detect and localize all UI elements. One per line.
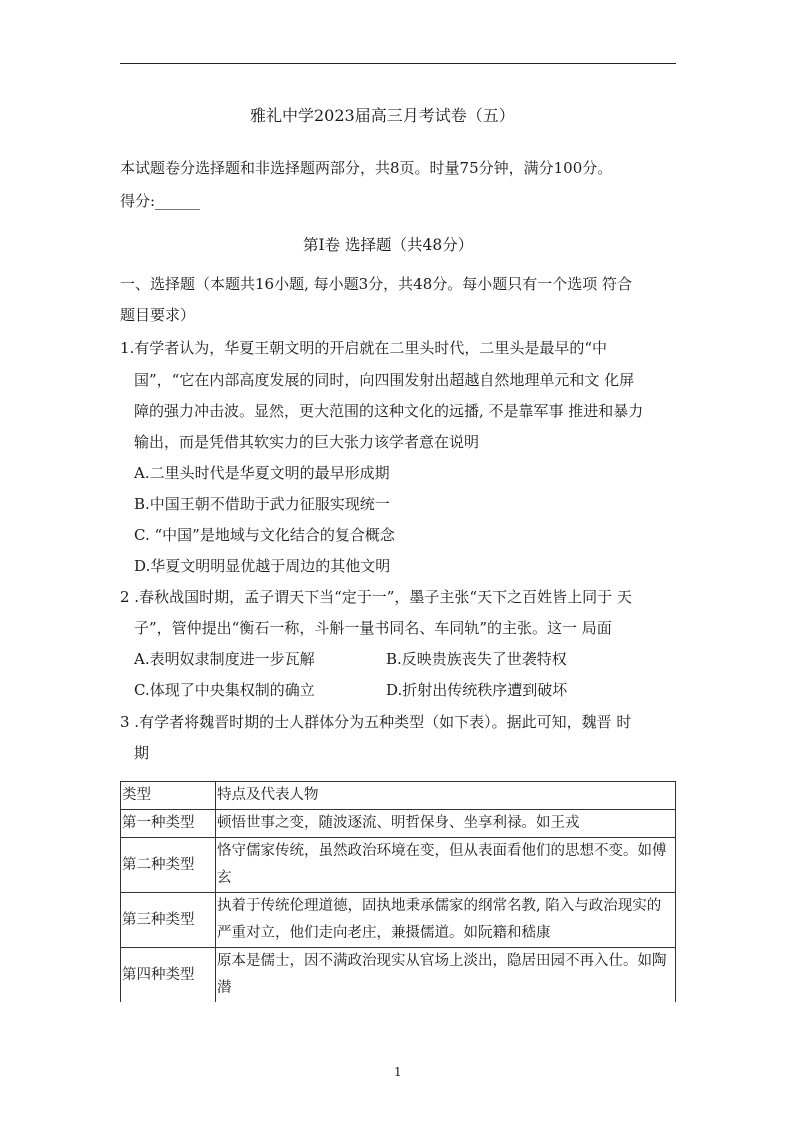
section-instructions-line-2: 题目要求） [120, 306, 196, 324]
question-1-stem-line-3: 障的强力冲击波。显然，更大范围的这种文化的远播, 不是靠军事 推进和暴力 [134, 402, 644, 420]
question-2-option-d: D.折射出传统秩序遭到破坏 [386, 681, 568, 699]
exam-intro: 本试题卷分选择题和非选择题两部分，共8页。时量75分钟，满分100分。 [120, 159, 613, 177]
scholar-types-table [120, 781, 676, 1002]
question-1-stem-line-4: 输出，而是凭借其软实力的巨大张力该学者意在说明 [134, 433, 480, 451]
table-header-type: 类型 [121, 782, 216, 810]
question-2-stem-line-2: 子”，管仲提出“衡石一称，斗斛一量书同名、车同轨”的主张。这一 局面 [134, 619, 612, 637]
page-number: 1 [394, 1065, 402, 1079]
table-cell-type: 第二种类型 [121, 838, 216, 893]
question-3-stem-line-1: 3 .有学者将魏晋时期的士人群体分为五种类型（如下表）。据此可知，魏晋 时 [120, 713, 632, 731]
table-row [121, 838, 676, 893]
question-2-option-a: A.表明奴隶制度进一步瓦解 [134, 650, 315, 668]
score-field: 得分:______ [120, 192, 201, 210]
table-cell-traits: 顿悟世事之变，随波逐流、明哲保身、坐享利禄。如王戎 [216, 810, 676, 838]
question-1-option-c: C. “中国”是地域与文化结合的复合概念 [134, 526, 395, 544]
question-1-stem-line-2: 国”，“它在内部高度发展的同时，向四围发射出超越自然地理单元和文 化屏 [134, 371, 635, 389]
question-1-option-a: A.二里头时代是华夏文明的最早形成期 [134, 464, 390, 482]
question-3-stem-line-2: 期 [134, 744, 150, 762]
table-row [121, 893, 676, 948]
table-cell-traits: 恪守儒家传统，虽然政治环境在变，但从表面看他们的思想不变。如傅玄 [216, 838, 676, 893]
table-header-row [121, 782, 676, 810]
table-row [121, 810, 676, 838]
exam-title: 雅礼中学2023届高三月考试卷（五） [250, 106, 515, 125]
question-2-option-c: C.体现了中央集权制的确立 [134, 681, 315, 699]
table-cell-traits: 原本是儒士，因不满政治现实从官场上淡出，隐居田园不再入仕。如陶潜 [216, 948, 676, 1003]
table-cell-type: 第三种类型 [121, 893, 216, 948]
table-cell-type: 第一种类型 [121, 810, 216, 838]
section-title: 第I卷 选择题（共48分） [303, 236, 474, 254]
table-cell-type: 第四种类型 [121, 948, 216, 1003]
table-row [121, 948, 676, 1003]
section-instructions-line-1: 一、选择题（本题共16小题, 每小题3分，共48分。每小题只有一个选项 符合 [120, 275, 633, 293]
table-header-traits: 特点及代表人物 [216, 782, 676, 810]
header-rule [120, 63, 676, 64]
question-1-option-b: B.中国王朝不借助于武力征服实现统一 [134, 495, 390, 513]
table-cell-traits: 执着于传统伦理道德，固执地秉承儒家的纲常名教, 陷入与政治现实的严重对立，他们走向老庄，兼摄儒道。如阮籍和嵇康 [216, 893, 676, 948]
question-2-stem-line-1: 2 .春秋战国时期，孟子谓天下当“定于一”，墨子主张“天下之百姓皆上同于 天 [120, 588, 632, 606]
question-1-stem-line-1: 1.有学者认为，华夏王朝文明的开启就在二里头时代，二里头是最早的“中 [120, 339, 607, 357]
question-1-option-d: D.华夏文明明显优越于周边的其他文明 [134, 557, 391, 575]
question-2-option-b: B.反映贵族丧失了世袭特权 [386, 650, 567, 668]
